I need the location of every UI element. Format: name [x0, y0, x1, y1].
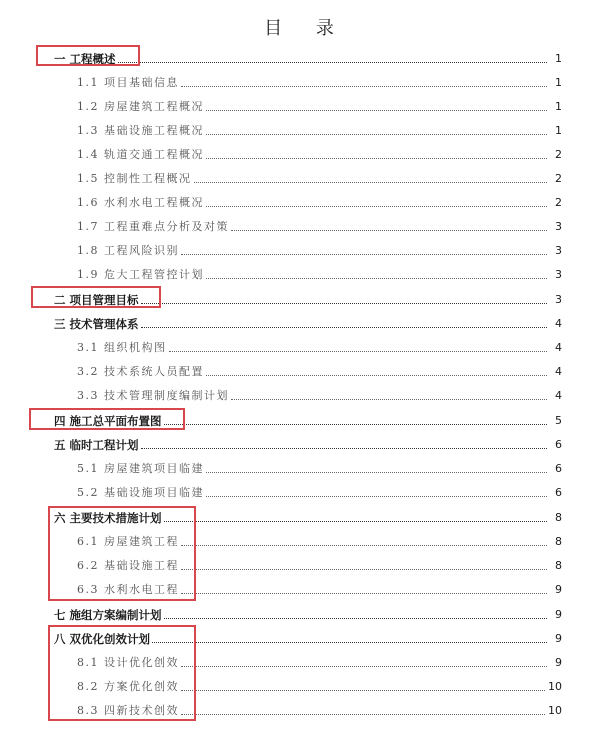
dot-leader — [181, 568, 547, 570]
toc-subsection-entry[interactable] — [77, 166, 562, 186]
toc-page-number: 3 — [555, 293, 562, 306]
toc-page-number: 9 — [555, 656, 562, 669]
toc-entry-label: 1.7 工程重难点分析及对策 — [77, 220, 229, 233]
highlight-box-section-4 — [29, 408, 185, 430]
dot-leader — [164, 423, 547, 425]
toc-page-number: 10 — [548, 680, 562, 693]
dot-leader — [206, 109, 547, 111]
dot-leader — [181, 85, 547, 87]
toc-page-number: 3 — [555, 220, 562, 233]
toc-entry-label: 6.3 水利水电工程 — [77, 583, 179, 596]
dot-leader — [141, 302, 547, 304]
dot-leader — [181, 253, 547, 255]
toc-subsection-entry[interactable] — [77, 335, 562, 355]
toc-page-number: 5 — [555, 414, 562, 427]
toc-entry-label: 三 技术管理体系 — [54, 317, 139, 331]
toc-page-number: 2 — [555, 196, 562, 209]
toc-entry-label: 3.1 组织机构图 — [77, 341, 167, 354]
toc-entry-label: 8.2 方案优化创效 — [77, 680, 179, 693]
toc-entry-label: 6.1 房屋建筑工程 — [77, 535, 179, 548]
highlight-box-section-6 — [48, 506, 196, 601]
toc-subsection-entry[interactable] — [77, 94, 562, 114]
toc-page-number: 1 — [555, 52, 562, 65]
toc-entry-label: 六 主要技术措施计划 — [54, 511, 162, 525]
toc-page-number: 2 — [555, 172, 562, 185]
toc-entry-label: 3.3 技术管理制度编制计划 — [77, 389, 229, 402]
toc-page-number: 4 — [555, 365, 562, 378]
toc-entry-label: 1.1 项目基础信息 — [77, 76, 179, 89]
toc-page-number: 1 — [555, 124, 562, 137]
dot-leader — [118, 61, 547, 63]
highlight-box-section-2 — [31, 286, 161, 308]
toc-section-entry[interactable] — [54, 432, 562, 452]
highlight-box-section-8 — [48, 625, 196, 721]
dot-leader — [169, 350, 548, 352]
dot-leader — [206, 471, 547, 473]
toc-entry-label: 8.3 四新技术创效 — [77, 704, 179, 717]
dot-leader — [164, 617, 547, 619]
dot-leader — [206, 133, 547, 135]
toc-section-entry[interactable] — [54, 602, 562, 622]
toc-subsection-entry[interactable] — [77, 214, 562, 234]
toc-entry-label: 四 施工总平面布置图 — [54, 414, 162, 428]
highlight-box-section-1 — [36, 45, 140, 66]
toc-subsection-entry[interactable] — [77, 190, 562, 210]
dot-leader — [206, 205, 547, 207]
toc-entry-label: 6.2 基础设施工程 — [77, 559, 179, 572]
toc-page-number: 10 — [548, 704, 562, 717]
toc-page-number: 4 — [555, 341, 562, 354]
toc-page-number: 4 — [555, 317, 562, 330]
toc-page-number: 9 — [555, 632, 562, 645]
toc-entry-label: 1.2 房屋建筑工程概况 — [77, 100, 204, 113]
toc-entry-label: 二 项目管理目标 — [54, 293, 139, 307]
toc-entry-label: 3.2 技术系统人员配置 — [77, 365, 204, 378]
dot-leader — [164, 520, 547, 522]
toc-entry-label: 1.9 危大工程管控计划 — [77, 268, 204, 281]
toc-subsection-entry[interactable] — [77, 456, 562, 476]
dot-leader — [206, 157, 547, 159]
dot-leader — [231, 398, 547, 400]
toc-entry-label: 五 临时工程计划 — [54, 438, 139, 452]
toc-page-number: 3 — [555, 268, 562, 281]
toc-subsection-entry[interactable] — [77, 480, 562, 500]
toc-page-number: 3 — [555, 244, 562, 257]
toc-entry-label: 1.6 水利水电工程概况 — [77, 196, 204, 209]
toc-page-number: 6 — [555, 438, 562, 451]
toc-page-number: 6 — [555, 486, 562, 499]
toc-entry-label: 1.8 工程风险识别 — [77, 244, 179, 257]
dot-leader — [141, 447, 547, 449]
toc-entry-label: 七 施组方案编制计划 — [54, 608, 162, 622]
toc-section-entry[interactable] — [54, 311, 562, 331]
toc-entry-label: 八 双优化创效计划 — [54, 632, 151, 646]
toc-subsection-entry[interactable] — [77, 262, 562, 282]
toc-entry-label: 1.5 控制性工程概况 — [77, 172, 192, 185]
toc-page-number: 8 — [555, 511, 562, 524]
toc-entry-label: 5.2 基础设施项目临建 — [77, 486, 204, 499]
toc-entry-label: 5.1 房屋建筑项目临建 — [77, 462, 204, 475]
dot-leader — [206, 495, 547, 497]
toc-page-number: 9 — [555, 608, 562, 621]
dot-leader — [152, 641, 547, 643]
toc-page-number: 6 — [555, 462, 562, 475]
dot-leader — [141, 326, 547, 328]
toc-entry-label: 1.4 轨道交通工程概况 — [77, 148, 204, 161]
toc-subsection-entry[interactable] — [77, 359, 562, 379]
toc-page-number: 8 — [555, 559, 562, 572]
toc-page-number: 4 — [555, 389, 562, 402]
dot-leader — [231, 229, 547, 231]
toc-subsection-entry[interactable] — [77, 238, 562, 258]
toc-subsection-entry[interactable] — [77, 142, 562, 162]
toc-page-number: 8 — [555, 535, 562, 548]
toc-page-number: 9 — [555, 583, 562, 596]
toc-page-number: 1 — [555, 76, 562, 89]
dot-leader — [181, 544, 547, 546]
toc-subsection-entry[interactable] — [77, 118, 562, 138]
toc-entry-label: 1.3 基础设施工程概况 — [77, 124, 204, 137]
toc-entry-label: 8.1 设计优化创效 — [77, 656, 179, 669]
dot-leader — [206, 277, 547, 279]
dot-leader — [206, 374, 547, 376]
dot-leader — [181, 665, 547, 667]
dot-leader — [181, 689, 545, 691]
toc-subsection-entry[interactable] — [77, 70, 562, 90]
dot-leader — [194, 181, 548, 183]
dot-leader — [181, 713, 545, 715]
dot-leader — [181, 592, 547, 594]
toc-entry-label: 一 工程概述 — [54, 52, 116, 66]
toc-subsection-entry[interactable] — [77, 383, 562, 403]
toc-page-number: 2 — [555, 148, 562, 161]
toc-page-number: 1 — [555, 100, 562, 113]
page-title: 目 录 — [264, 18, 348, 39]
